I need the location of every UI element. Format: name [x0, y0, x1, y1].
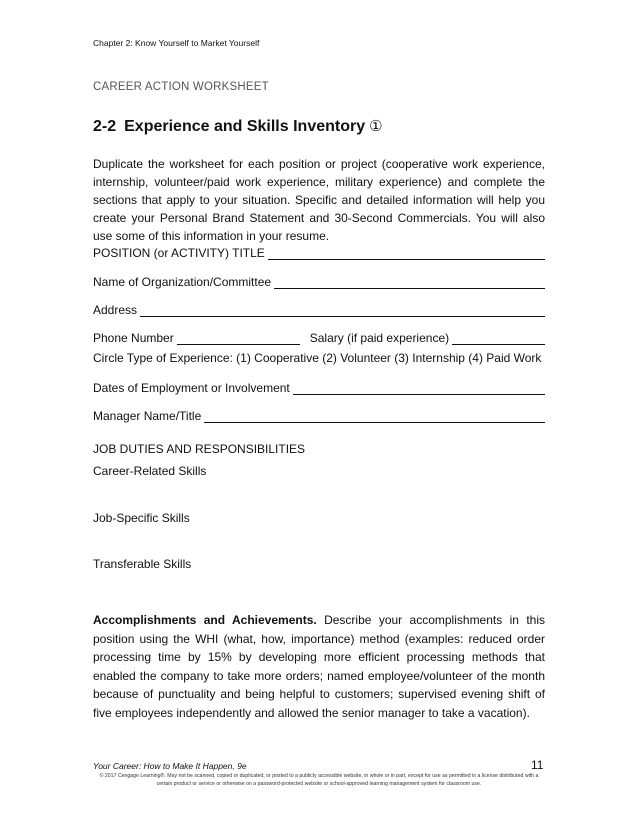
- phone-line[interactable]: [177, 331, 300, 345]
- manager-line[interactable]: [204, 409, 545, 423]
- position-title-field: [93, 242, 545, 260]
- address-label: Address: [93, 303, 138, 317]
- dates-line[interactable]: [293, 381, 545, 395]
- organization-label: Name of Organization/Committee: [93, 275, 272, 289]
- organization-field: [93, 271, 545, 289]
- copyright-notice: © 2017 Cengage Learning®. May not be scanned, copied or duplicated, or posted to a publicly accessible website, in whole or in part, except for use as permitted in a license distributed with a certain product or service or otherwise on a password-protected website or school-approved learning management system for classroom use.: [99, 773, 539, 787]
- dates-field: [93, 377, 545, 395]
- position-title-line[interactable]: [268, 246, 545, 260]
- section-label: CAREER ACTION WORKSHEET: [93, 81, 269, 93]
- transferable-skills-label: Transferable Skills: [93, 557, 192, 571]
- organization-line[interactable]: [274, 275, 545, 289]
- career-related-skills-label: Career-Related Skills: [93, 464, 207, 478]
- phone-label: Phone Number: [93, 331, 174, 345]
- phone-salary-field: [93, 327, 545, 345]
- accomplishments-text: Describe your accomplishments in this position using the WHI (what, how, importance) method (examples: reduced order processing time by 15% by developing more efficient processing methods that enabled the company to take more orders; named employee/volunteer of the month because of punctuality and being helpful to customers; supervised evening shift of five employees independently and allowed the senior manager to take a vacation).: [93, 613, 546, 720]
- dates-label: Dates of Employment or Involvement: [93, 381, 290, 395]
- salary-line[interactable]: [452, 331, 545, 345]
- position-title-label: POSITION (or ACTIVITY) TITLE: [93, 246, 265, 260]
- manager-label: Manager Name/Title: [93, 409, 202, 423]
- circle-type-line: Circle Type of Experience: (1) Cooperative (2) Volunteer (3) Internship (4) Paid Work: [93, 351, 542, 365]
- worksheet-title: [93, 117, 383, 136]
- address-field: [93, 299, 545, 317]
- accomplishments-heading: Accomplishments and Achievements.: [93, 613, 317, 627]
- worksheet-title-text: Experience and Skills Inventory: [124, 118, 366, 135]
- chapter-header: Chapter 2: Know Yourself to Market Yourself: [93, 38, 260, 48]
- circled-one-icon: ①: [369, 118, 383, 135]
- job-specific-skills-label: Job-Specific Skills: [93, 511, 190, 525]
- manager-field: [93, 405, 545, 423]
- intro-paragraph: Duplicate the worksheet for each position or project (cooperative work experience, internship, volunteer/paid work experience, military experience) and complete the sections that apply to your situation. Specific and detailed information will help you create your Personal Brand Statement and 30-Second Commercials. You will also use some of this information in your resume.: [93, 157, 545, 243]
- footer-book-title: Your Career: How to Make It Happen, 9e: [93, 761, 247, 771]
- worksheet-number: 2-2: [93, 118, 117, 135]
- duties-heading: JOB DUTIES AND RESPONSIBILITIES: [93, 442, 306, 456]
- address-line[interactable]: [140, 303, 545, 317]
- page-number: 11: [531, 758, 544, 772]
- salary-label: Salary (if paid experience): [309, 331, 450, 345]
- accomplishments-paragraph: [93, 611, 545, 722]
